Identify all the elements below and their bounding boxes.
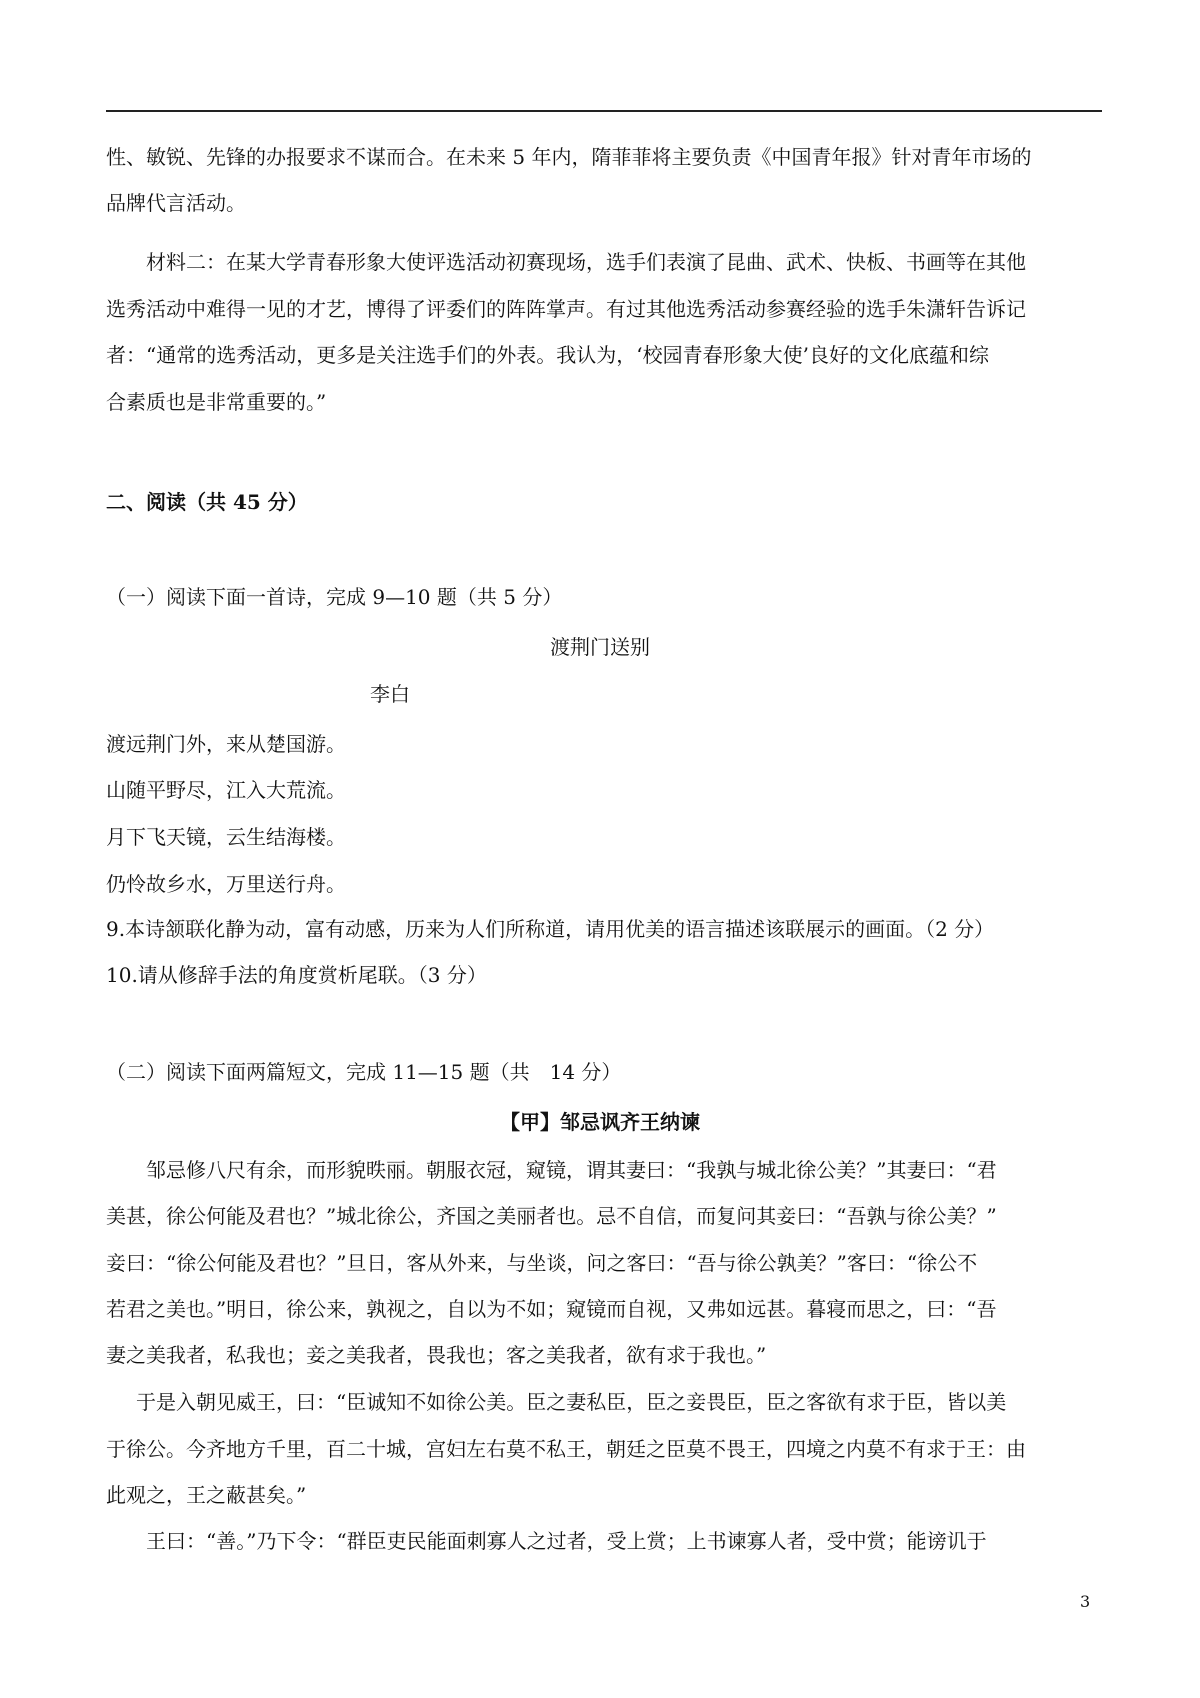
paragraph-line: 此观之，王之蔽甚矣。” bbox=[106, 1483, 307, 1507]
page-number: 3 bbox=[1080, 1592, 1091, 1611]
poem-author: 李白 bbox=[370, 682, 410, 706]
paragraph-line: 妾曰：“徐公何能及君也？”旦日，客从外来，与坐谈，问之客曰：“吾与徐公孰美？”客曰：“徐公不 bbox=[106, 1251, 978, 1275]
paragraph-line: 于是入朝见威王，曰：“臣诚知不如徐公美。臣之妻私臣，臣之妾畏臣，臣之客欲有求于臣，皆以美 bbox=[136, 1390, 1007, 1414]
section-heading: 二、阅读（共 45 分） bbox=[106, 490, 308, 514]
part-instruction: （二）阅读下面两篇短文，完成 11—15 题（共 14 分） bbox=[106, 1060, 622, 1084]
poem-title: 渡荆门送别 bbox=[550, 635, 650, 659]
paragraph-line: 王曰：“善。”乃下令：“群臣吏民能面刺寡人之过者，受上赏；上书谏寡人者，受中赏；能谤讥于 bbox=[146, 1529, 987, 1553]
paragraph-line: 合素质也是非常重要的。” bbox=[106, 390, 327, 414]
paragraph-line: 邹忌修八尺有余，而形貌昳丽。朝服衣冠，窥镜，谓其妻曰：“我孰与城北徐公美？”其妻曰：“君 bbox=[146, 1158, 997, 1182]
paragraph-line: 妻之美我者，私我也；妾之美我者，畏我也；客之美我者，欲有求于我也。” bbox=[106, 1343, 767, 1367]
text-title: 【甲】邹忌讽齐王纳谏 bbox=[500, 1110, 700, 1134]
header-rule bbox=[106, 110, 1102, 112]
paragraph-line: 于徐公。今齐地方千里，百二十城，宫妇左右莫不私王，朝廷之臣莫不畏王，四境之内莫不有求于王：由 bbox=[106, 1437, 1026, 1461]
poem-line: 月下飞天镜，云生结海楼。 bbox=[106, 825, 346, 849]
poem-line: 渡远荆门外，来从楚国游。 bbox=[106, 732, 346, 756]
paragraph-line: 美甚，徐公何能及君也？”城北徐公，齐国之美丽者也。忌不自信，而复问其妾曰：“吾孰与徐公美？” bbox=[106, 1204, 997, 1228]
poem-line: 仍怜故乡水，万里送行舟。 bbox=[106, 872, 346, 896]
paragraph-line: 材料二：在某大学青春形象大使评选活动初赛现场，选手们表演了昆曲、武术、快板、书画等在其他 bbox=[146, 250, 1026, 274]
part-instruction: （一）阅读下面一首诗，完成 9—10 题（共 5 分） bbox=[106, 585, 563, 609]
paragraph-line: 品牌代言活动。 bbox=[106, 191, 246, 215]
paragraph-line: 者：“通常的选秀活动，更多是关注选手们的外表。我认为，‘校园青春形象大使’良好的文化底蕴和综 bbox=[106, 343, 989, 367]
paragraph-line: 性、敏锐、先锋的办报要求不谋而合。在未来 5 年内，隋菲菲将主要负责《中国青年报》针对青年市场的 bbox=[106, 145, 1032, 169]
question-9: 9.本诗颔联化静为动，富有动感，历来为人们所称道，请用优美的语言描述该联展示的画面。（2 分） bbox=[106, 917, 995, 941]
paragraph-line: 若君之美也。”明日，徐公来，孰视之，自以为不如；窥镜而自视，又弗如远甚。暮寝而思之，曰：“吾 bbox=[106, 1297, 997, 1321]
poem-line: 山随平野尽，江入大荒流。 bbox=[106, 778, 346, 802]
paragraph-line: 选秀活动中难得一见的才艺，博得了评委们的阵阵掌声。有过其他选秀活动参赛经验的选手朱潇轩告诉记 bbox=[106, 297, 1026, 321]
question-10: 10.请从修辞手法的角度赏析尾联。（3 分） bbox=[106, 963, 487, 987]
